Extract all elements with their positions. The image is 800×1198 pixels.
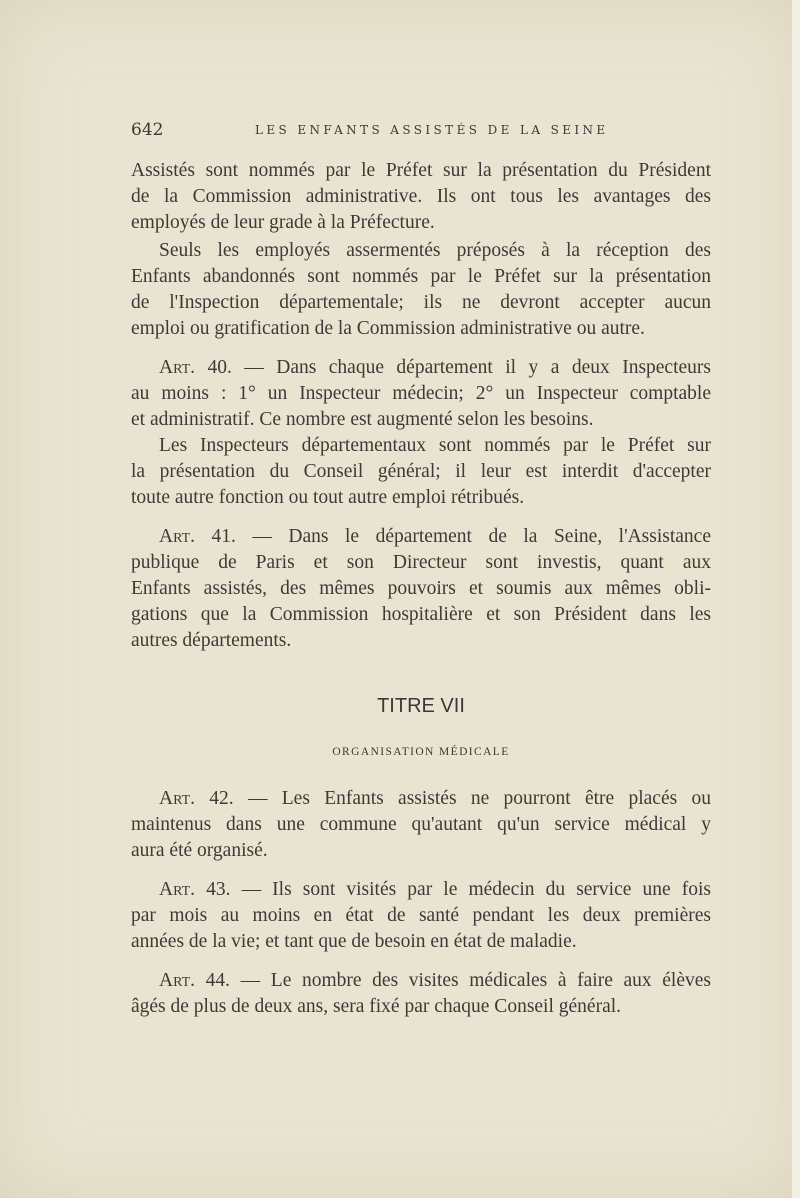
article-text: . 44. — Le nombre des visites médicales à faire aux élèves: [190, 970, 711, 991]
text-line: Enfants abandonnés sont nommés par le Préfet sur la présentation: [131, 266, 711, 287]
text-line: gations que la Commission hospitalière et son Président dans les: [131, 604, 711, 625]
article-label: Art: [159, 879, 191, 900]
text-line: de la Commission administrative. Ils ont tous les avantages des: [131, 186, 711, 207]
article-first-line: [131, 524, 711, 550]
text-line: au moins : 1° un Inspecteur médecin; 2° un Inspecteur comptable: [131, 383, 711, 404]
paragraph-employes-assermentes: [131, 238, 711, 342]
text-line: de l'Inspection départementale; ils ne devront accepter aucun: [131, 292, 711, 313]
page-number: 642: [131, 120, 164, 140]
text-line: publique de Paris et son Directeur sont investis, quant aux: [131, 552, 711, 573]
text-line: par mois au moins en état de santé pendant les deux premières: [131, 905, 711, 926]
article-first-line: [131, 968, 711, 994]
article-41: [131, 524, 711, 654]
article-label: Art: [159, 970, 191, 991]
paragraph-inspecteurs: [131, 433, 711, 511]
text-line: employés de leur grade à la Préfecture.: [131, 212, 435, 233]
article-text: . 43. — Ils sont visités par le médecin du service une fois: [190, 879, 711, 900]
section-subtitle: ORGANISATION MÉDICALE: [332, 746, 510, 758]
text-line: Enfants assistés, des mêmes pouvoirs et soumis aux mêmes obli-: [131, 578, 711, 599]
article-42: [131, 786, 711, 864]
article-44: [131, 968, 711, 1020]
article-text: . 42. — Les Enfants assistés ne pourront être placés ou: [190, 788, 711, 809]
text-line: emploi ou gratification de la Commission administrative ou autre.: [131, 318, 645, 339]
page-header: [131, 120, 711, 142]
article-first-line: [131, 355, 711, 381]
article-43: [131, 877, 711, 955]
text-line: Seuls les employés assermentés préposés à la réception des: [159, 240, 711, 261]
text-line: et administratif. Ce nombre est augmenté selon les besoins.: [131, 409, 594, 430]
text-line: années de la vie; et tant que de besoin en état de maladie.: [131, 931, 577, 952]
article-text: . 41. — Dans le département de la Seine, l'Assistance: [190, 526, 711, 547]
page-edge: [792, 0, 800, 1198]
paragraph-continuation: [131, 158, 711, 236]
text-line: âgés de plus de deux ans, sera fixé par chaque Conseil général.: [131, 996, 622, 1017]
article-first-line: [131, 786, 711, 812]
article-label: Art: [159, 788, 191, 809]
text-line: Assistés sont nommés par le Préfet sur la présentation du Président: [131, 160, 711, 181]
text-line: la présentation du Conseil général; il leur est interdit d'accepter: [131, 461, 711, 482]
article-label: Art: [159, 526, 191, 547]
section-title: TITRE VII: [377, 695, 465, 717]
text-line: Les Inspecteurs départementaux sont nommés par le Préfet sur: [159, 435, 711, 456]
running-title: LES ENFANTS ASSISTÉS DE LA SEINE: [255, 123, 609, 137]
article-40: [131, 355, 711, 433]
text-line: autres départements.: [131, 630, 292, 651]
article-label: Art: [159, 357, 191, 378]
article-first-line: [131, 877, 711, 903]
text-line: toute autre fonction ou tout autre emploi rétribués.: [131, 487, 525, 508]
text-line: maintenus dans une commune qu'autant qu'un service médical y: [131, 814, 711, 835]
article-text: . 40. — Dans chaque département il y a deux Inspecteurs: [190, 357, 711, 378]
text-line: aura été organisé.: [131, 840, 268, 861]
